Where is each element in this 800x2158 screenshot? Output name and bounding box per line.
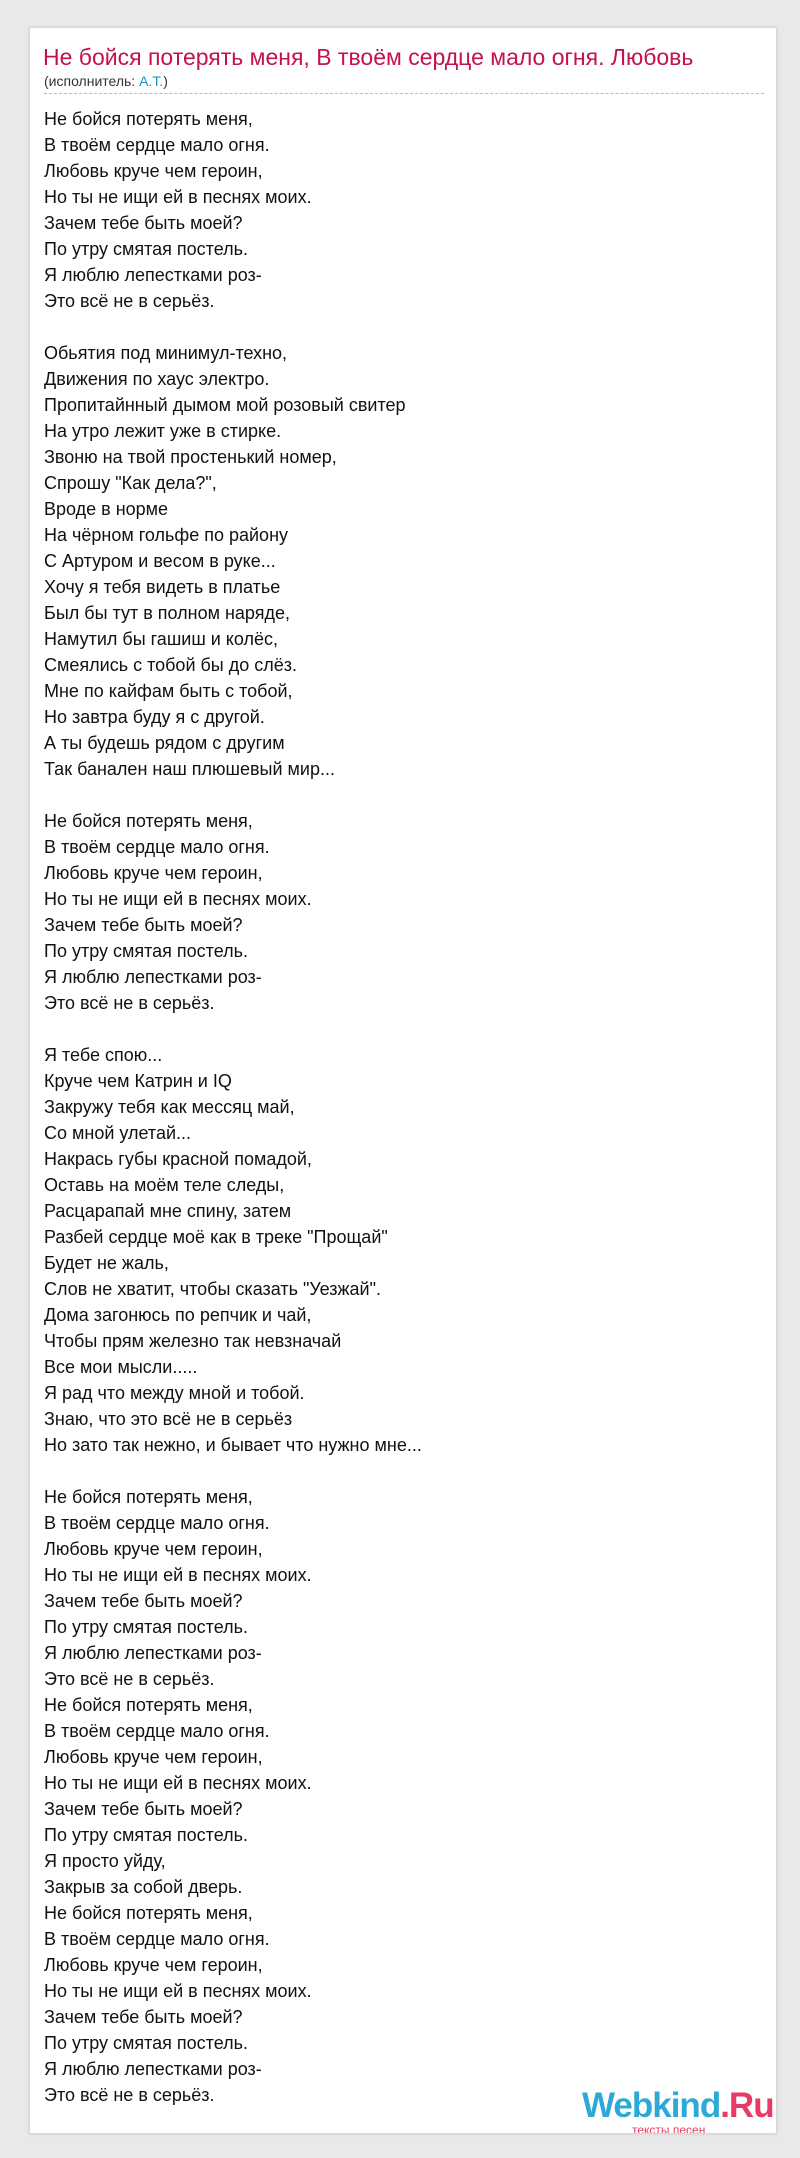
lyric-line: Расцарапай мне спину, затем (44, 1201, 292, 1221)
lyric-line: Но ты не ищи ей в песнях моих. (44, 187, 312, 207)
lyric-line: Я тебе спою... (44, 1045, 163, 1065)
lyrics-text (44, 106, 422, 2108)
lyric-line: Но ты не ищи ей в песнях моих. (44, 1565, 312, 1585)
lyric-line: Это всё не в серьёз. (44, 291, 215, 311)
lyric-line: Но ты не ищи ей в песнях моих. (44, 1981, 312, 2001)
logo-main-text: Webkind (582, 2086, 721, 2125)
lyric-line: Я просто уйду, (44, 1851, 166, 1871)
lyric-line: Круче чем Катрин и IQ (44, 1071, 232, 1091)
lyric-line: Пропитайнный дымом мой розовый свитер (44, 395, 406, 415)
lyric-line: Не бойся потерять меня, (44, 811, 253, 831)
lyric-line: Но ты не ищи ей в песнях моих. (44, 889, 312, 909)
lyric-line: Вроде в норме (44, 499, 169, 519)
logo-wordmark (582, 2087, 774, 2125)
lyric-line: Не бойся потерять меня, (44, 109, 253, 129)
lyric-line: Я люблю лепестками роз- (44, 265, 262, 285)
lyric-line: Знаю, что это всё не в серьёз (44, 1409, 293, 1429)
lyric-line: В твоём сердце мало огня. (44, 1721, 270, 1741)
lyric-line: Был бы тут в полном наряде, (44, 603, 290, 623)
lyric-line: В твоём сердце мало огня. (44, 1929, 270, 1949)
lyric-line: Не бойся потерять меня, (44, 1903, 253, 1923)
lyric-line: Закружу тебя как мессяц май, (44, 1097, 295, 1117)
lyric-line: Движения по хаус электро. (44, 369, 270, 389)
lyric-line: Намутил бы гашиш и колёс, (44, 629, 279, 649)
lyric-line: По утру смятая постель. (44, 1617, 249, 1637)
lyric-line: Любовь круче чем героин, (44, 1955, 263, 1975)
logo-tld: .Ru (720, 2086, 774, 2125)
lyric-line: Слов не хватит, чтобы сказать "Уезжай". (44, 1279, 381, 1299)
stanza-gap (44, 1016, 422, 1042)
lyric-line: Но ты не ищи ей в песнях моих. (44, 1773, 312, 1793)
lyric-line: Спрошу "Как дела?", (44, 473, 217, 493)
lyric-line: По утру смятая постель. (44, 941, 249, 961)
lyric-line: По утру смятая постель. (44, 239, 249, 259)
lyric-line: Любовь круче чем героин, (44, 161, 263, 181)
lyric-line: Я люблю лепестками роз- (44, 1643, 262, 1663)
lyric-line: Любовь круче чем героин, (44, 863, 263, 883)
stanza-gap (44, 314, 422, 340)
lyric-line: Звоню на твой простенький номер, (44, 447, 337, 467)
stanza-gap (44, 1458, 422, 1484)
lyric-line: Разбей сердце моё как в треке "Прощай" (44, 1227, 388, 1247)
lyric-line: Зачем тебе быть моей? (44, 2007, 243, 2027)
lyrics-card (29, 27, 777, 2134)
lyric-line: Будет не жаль, (44, 1253, 169, 1273)
lyric-line: Со мной улетай... (44, 1123, 192, 1143)
lyric-line: На чёрном гольфе по району (44, 525, 289, 545)
lyric-line: Чтобы прям железно так невзначай (44, 1331, 342, 1351)
lyric-line: Накрась губы красной помадой, (44, 1149, 312, 1169)
lyric-line: Обьятия под минимул-техно, (44, 343, 288, 363)
lyric-line: Мне по кайфам быть с тобой, (44, 681, 293, 701)
lyric-line: Но завтра буду я с другой. (44, 707, 265, 727)
lyric-line: Дома загонюсь по репчик и чай, (44, 1305, 312, 1325)
lyric-line: Я люблю лепестками роз- (44, 967, 262, 987)
lyric-line: Не бойся потерять меня, (44, 1695, 253, 1715)
lyric-line: Зачем тебе быть моей? (44, 1799, 243, 1819)
logo-tagline: тексты песен (632, 2123, 706, 2134)
lyric-line: В твоём сердце мало огня. (44, 1513, 270, 1533)
lyric-line: По утру смятая постель. (44, 1825, 249, 1845)
lyric-line: Я люблю лепестками роз- (44, 2059, 262, 2079)
lyric-line: Любовь круче чем героин, (44, 1539, 263, 1559)
header-divider (44, 93, 764, 94)
lyric-line: Зачем тебе быть моей? (44, 915, 243, 935)
artist-suffix: ) (163, 73, 168, 89)
lyric-line: Зачем тебе быть моей? (44, 213, 243, 233)
lyric-line: Смеялись с тобой бы до слёз. (44, 655, 298, 675)
lyric-line: Хочу я тебя видеть в платье (44, 577, 281, 597)
artist-prefix: (исполнитель: (44, 73, 140, 89)
lyric-line: Зачем тебе быть моей? (44, 1591, 243, 1611)
lyric-line: Оставь на моём теле следы, (44, 1175, 285, 1195)
lyric-line: На утро лежит уже в стирке. (44, 421, 282, 441)
lyric-line: Но зато так нежно, и бывает что нужно мне... (44, 1435, 422, 1455)
lyric-line: Закрыв за собой дверь. (44, 1877, 243, 1897)
lyric-line: Я рад что между мной и тобой. (44, 1383, 305, 1403)
stanza-gap (44, 782, 422, 808)
site-logo[interactable] (582, 2087, 777, 2134)
lyric-line: Это всё не в серьёз. (44, 993, 215, 1013)
lyric-line: Все мои мысли..... (44, 1357, 198, 1377)
lyric-line: Это всё не в серьёз. (44, 1669, 215, 1689)
lyric-line: Это всё не в серьёз. (44, 2085, 215, 2105)
lyric-line: Любовь круче чем героин, (44, 1747, 263, 1767)
lyric-line: В твоём сердце мало огня. (44, 135, 270, 155)
artist-line (44, 72, 168, 90)
lyric-line: С Артуром и весом в руке... (44, 551, 276, 571)
lyric-line: По утру смятая постель. (44, 2033, 249, 2053)
page-title: Не бойся потерять меня, В твоём сердце мало огня. Любовь (43, 44, 694, 70)
artist-link[interactable]: А.Т. (139, 73, 164, 89)
lyric-line: Не бойся потерять меня, (44, 1487, 253, 1507)
lyric-line: Так банален наш плюшевый мир... (44, 759, 335, 779)
lyric-line: В твоём сердце мало огня. (44, 837, 270, 857)
lyric-line: А ты будешь рядом с другим (44, 733, 285, 753)
